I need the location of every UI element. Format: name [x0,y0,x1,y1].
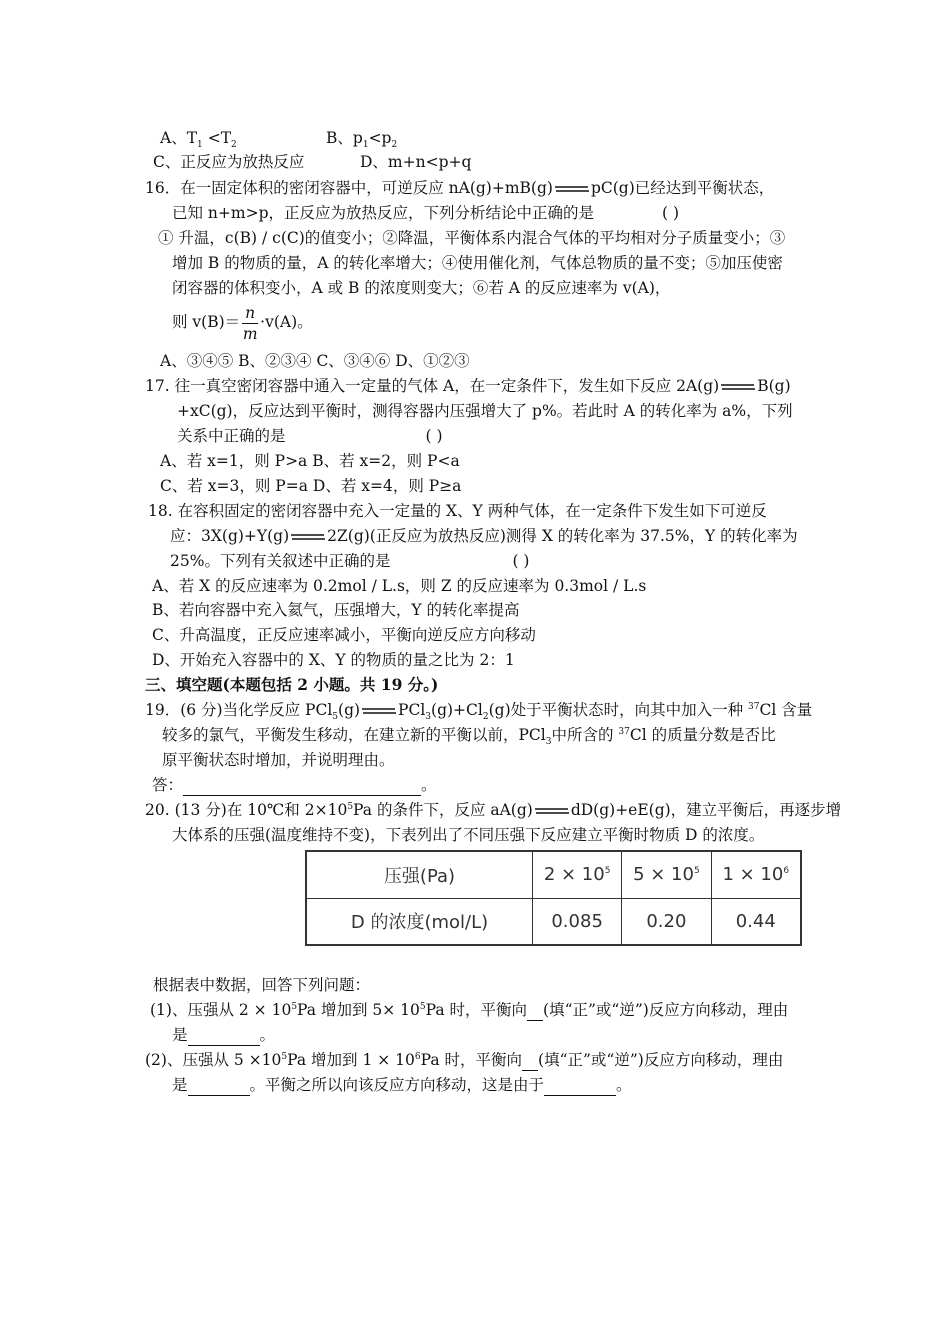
q15-option-d: D、m+n<p+q [360,153,472,171]
q15-option-b: B、$p_1<p_2$ [326,129,398,151]
q17-options-2: C、若 x=3，则 P=a D、若 x=4，则 P≥a [160,477,462,495]
table-cell: $2 \times 10^5$ [533,851,622,898]
q15-option-a: A、$T_1 <T_2$ [160,129,237,151]
q20-intro: 根据表中数据，回答下列问题： [153,976,371,994]
q18-line-3: 25%。下列有关叙述中正确的是 ( ) [170,552,530,570]
q18-line-1: 18. 在容积固定的密闭容器中充入一定量的 X、Y 两种气体，在一定条件下发生如下可逆反 [148,502,767,520]
q18-option-b: B、若向容器中充入氦气，压强增大，Y 的转化率提高 [152,601,520,619]
q16-line-2: 已知 n+m>p，正反应为放热反应，下列分析结论中正确的是 ( ) [172,204,680,222]
q18-option-d: D、开始充入容器中的 X、Y 的物质的量之比为 2：1 [152,651,515,669]
q20-part-2-line-2: 是 。平衡之所以向该反应方向移动，这是由于 。 [172,1076,632,1094]
q17-options-1: A、若 x=1，则 P>a B、若 x=2，则 P<a [160,452,460,470]
table-cell: $1 \times 10^6$ [711,851,801,898]
answer-blank[interactable] [527,1000,543,1021]
section-3-heading: 三、填空题(本题包括 2 小题。共 19 分。) [145,675,439,694]
q16-line-3: ① 升温，c(B) / c(C)的值变小；②降温，平衡体系内混合气体的平均相对分子质量变小；③ [158,229,786,247]
q18-line-2: 应：3X(g)+Y(g) 2Z(g)(正反应为放热反应)测得 X 的转化率为 37.5%，Y 的转化率为 [170,527,798,545]
q18-option-c: C、升高温度，正反应速率减小，平衡向逆反应方向移动 [152,626,536,644]
q19-line-2: 较多的氯气，平衡发生移动，在建立新的平衡以前，PCl$_3$中所含的 $^{37}$Cl 的质量分数是否比 [162,726,776,748]
q16-line-4: 增加 B 的物质的量，A 的转化率增大；④使用催化剂，气体总物质的量不变；⑤加压使密 [172,254,783,272]
q16-options: A、③④⑤ B、②③④ C、③④⑥ D、①②③ [160,352,470,370]
q20-part-1-line-1: (1)、压强从 $2 \times 10^5Pa$ 增加到 $5\times 10^5Pa$ 时，平衡向 (填“正”或“逆”)反应方向移动，理由 [150,1001,789,1019]
q17-line-1: 17. 往一真空密闭容器中通入一定量的气体 A，在一定条件下，发生如下反应 2A(g) B(g) [145,377,791,395]
table-header-pressure: 压强(Pa) [306,851,533,898]
q19-line-1: 19．(6 分)当化学反应 PCl$_5$(g) $PCl_3(g)+Cl_2(g)$处于平衡状态时，向其中加入一种 $^{37}$Cl 含量 [145,701,813,723]
answer-blank[interactable] [188,1025,260,1046]
answer-blank[interactable] [183,775,421,796]
q20-line-1: 20. (13 分)在 10℃和 $2\times 10^5Pa$ 的条件下，反应 aA(g) dD(g)+eE(g)，建立平衡后，再逐步增 [145,801,842,819]
q16-line-1: 16．在一固定体积的密闭容器中，可逆反应 nA(g)+mB(g) pC(g)已经达到平衡状态， [145,179,775,197]
table-row [306,851,801,898]
q16-line-5: 闭容器的体积变小，A 或 B 的浓度则变大；⑥若 A 的反应速率为 v(A)， [172,279,671,297]
q17-line-3: 关系中正确的是 ( ) [177,427,443,445]
q17-line-2: +xC(g)，反应达到平衡时，测得容器内压强增大了 p%。若此时 A 的转化率为 a%，下列 [177,402,793,420]
q18-option-a: A、若 X 的反应速率为 0.2mol / L.s，则 Z 的反应速率为 0.3mol / L.s [152,577,647,595]
equilibrium-arrow-icon [554,185,590,193]
pressure-concentration-table [305,850,802,946]
answer-blank[interactable] [188,1075,250,1096]
table-cell: 0.20 [622,898,711,945]
q20-line-2: 大体系的压强(温度维持不变)，下表列出了不同压强下反应建立平衡时物质 D 的浓度。 [172,826,765,844]
table-cell: 0.44 [711,898,801,945]
table-row [306,898,801,945]
equilibrium-arrow-icon [290,533,326,541]
equilibrium-arrow-icon [720,383,756,391]
fraction-n-over-m: $\frac{n}{m}$ [242,303,258,343]
q19-answer: 答： 。 [152,776,437,794]
equilibrium-arrow-icon [361,707,397,715]
answer-blank[interactable] [522,1050,538,1071]
answer-blank[interactable] [544,1075,616,1096]
q15-option-c: C、正反应为放热反应 [153,153,305,171]
q20-part-2-line-1: (2)、压强从 $5 \times 10^5Pa$ 增加到 $1 \times 10^6Pa$ 时，平衡向 (填“正”或“逆”)反应方向移动，理由 [145,1051,784,1069]
q19-line-3: 原平衡状态时增加，并说明理由。 [162,751,395,769]
table-cell: 0.085 [533,898,622,945]
table-cell: $5 \times 10^5$ [622,851,711,898]
equilibrium-arrow-icon [534,807,570,815]
table-header-concentration: D 的浓度(mol/L) [306,898,533,945]
q20-part-1-line-2: 是 。 [172,1026,276,1044]
q16-line-6: 则 v(B)＝ $\frac{n}{m}$ ·v(A)。 [172,303,313,343]
